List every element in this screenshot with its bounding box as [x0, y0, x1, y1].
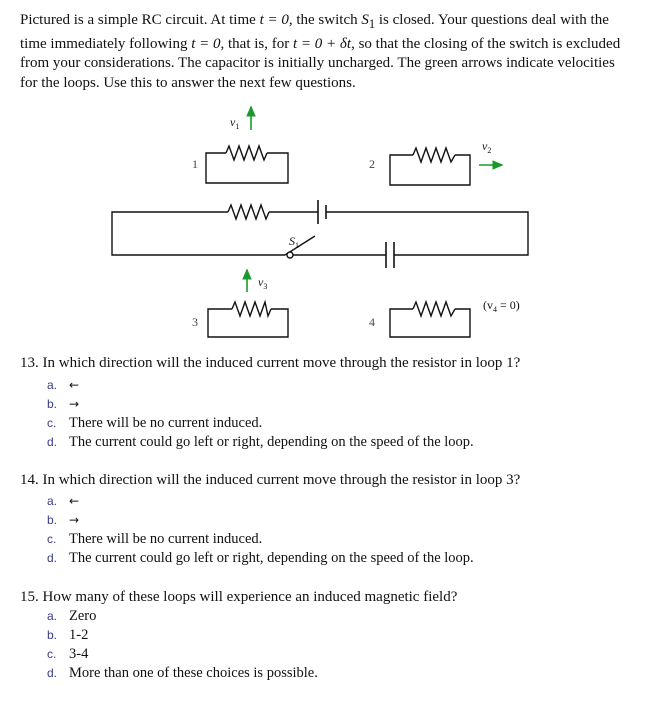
switch-label: $S_1$ [289, 234, 299, 250]
q14-option-a[interactable] [47, 492, 79, 511]
intro-text-4: , that is, for [220, 35, 294, 52]
option-text: There will be no current induced. [69, 531, 263, 547]
option-letter: a. [47, 494, 58, 508]
option-letter: a. [47, 609, 58, 623]
question-text: In which direction will the induced current move through the resistor in loop 3? [42, 472, 521, 488]
q13-option-d[interactable] [47, 433, 474, 452]
option-letter: c. [47, 416, 57, 430]
right-arrow-text: → [69, 397, 80, 411]
left-arrow-text: ← [69, 494, 80, 508]
option-text: 1-2 [69, 627, 89, 643]
time-zero-2: t = 0 [191, 35, 221, 52]
q14-option-d[interactable] [47, 549, 474, 568]
left-arrow-text: ← [69, 378, 80, 392]
rc-circuit-diagram [0, 0, 649, 350]
q13-option-a[interactable] [47, 376, 79, 395]
option-letter: d. [47, 435, 58, 449]
q14-option-c[interactable] [47, 530, 262, 549]
q13-option-b[interactable] [47, 395, 79, 414]
intro-text-3: is closed. Your questions deal with the time immediately following [20, 12, 609, 52]
q15-option-c[interactable] [47, 645, 88, 664]
option-text: 3-4 [69, 646, 89, 662]
option-text: The current could go left or right, depending on the speed of the loop. [69, 550, 474, 566]
option-letter: b. [47, 513, 58, 527]
time-zero: t = 0 [259, 12, 289, 28]
q14-option-b[interactable] [47, 511, 79, 530]
question-number: 14. [20, 472, 39, 488]
main-circuit [112, 200, 528, 268]
option-text: More than one of these choices is possible. [69, 665, 318, 681]
right-arrow-text: → [69, 513, 80, 527]
question-number: 15. [20, 589, 39, 605]
option-letter: c. [47, 647, 57, 661]
question-14 [20, 471, 520, 490]
question-13 [20, 354, 520, 373]
option-letter: b. [47, 628, 58, 642]
q15-option-d[interactable] [47, 664, 318, 683]
loop-4-label: 4 [369, 315, 375, 329]
question-number: 13. [20, 355, 39, 371]
loop-3 [208, 302, 288, 337]
option-letter: d. [47, 551, 58, 565]
q15-option-a[interactable] [47, 607, 96, 626]
question-15 [20, 588, 457, 607]
option-text: The current could go left or right, depending on the speed of the loop. [69, 434, 474, 450]
switch-subscript: 1 [368, 17, 376, 31]
option-letter: d. [47, 666, 58, 680]
option-text: There will be no current induced. [69, 415, 263, 431]
option-letter: a. [47, 378, 58, 392]
option-letter: c. [47, 532, 57, 546]
option-text: Zero [69, 608, 97, 624]
question-text: How many of these loops will experience an induced magnetic field? [42, 589, 458, 605]
v2-label: $v_2$ [482, 139, 492, 155]
loop-2 [390, 148, 470, 185]
loop-4 [390, 302, 470, 337]
switch-symbol: S [361, 12, 369, 28]
v4-label: $(v_4 = 0)$ [483, 298, 520, 314]
intro-text-5: , so that the closing of the switch is excluded from your considerations. The capacitor is initially uncharged. The green arrows indicate velocities for the loops. Use this to answer the next few questions. [20, 35, 621, 91]
loop-1-label: 1 [192, 157, 198, 171]
intro-text-1: Pictured is a simple RC circuit. At time [20, 12, 260, 28]
loop-3-label: 3 [192, 315, 198, 329]
time-delta: t = 0 + δt [293, 35, 352, 52]
question-text: In which direction will the induced current move through the resistor in loop 1? [42, 355, 521, 371]
loop-1 [206, 146, 288, 183]
intro-text-2: , the switch [288, 12, 362, 28]
option-letter: b. [47, 397, 58, 411]
v1-label: $v_1$ [230, 115, 240, 131]
q15-option-b[interactable] [47, 626, 88, 645]
q13-option-c[interactable] [47, 414, 262, 433]
loop-2-label: 2 [369, 157, 375, 171]
v3-label: $v_3$ [258, 275, 268, 291]
